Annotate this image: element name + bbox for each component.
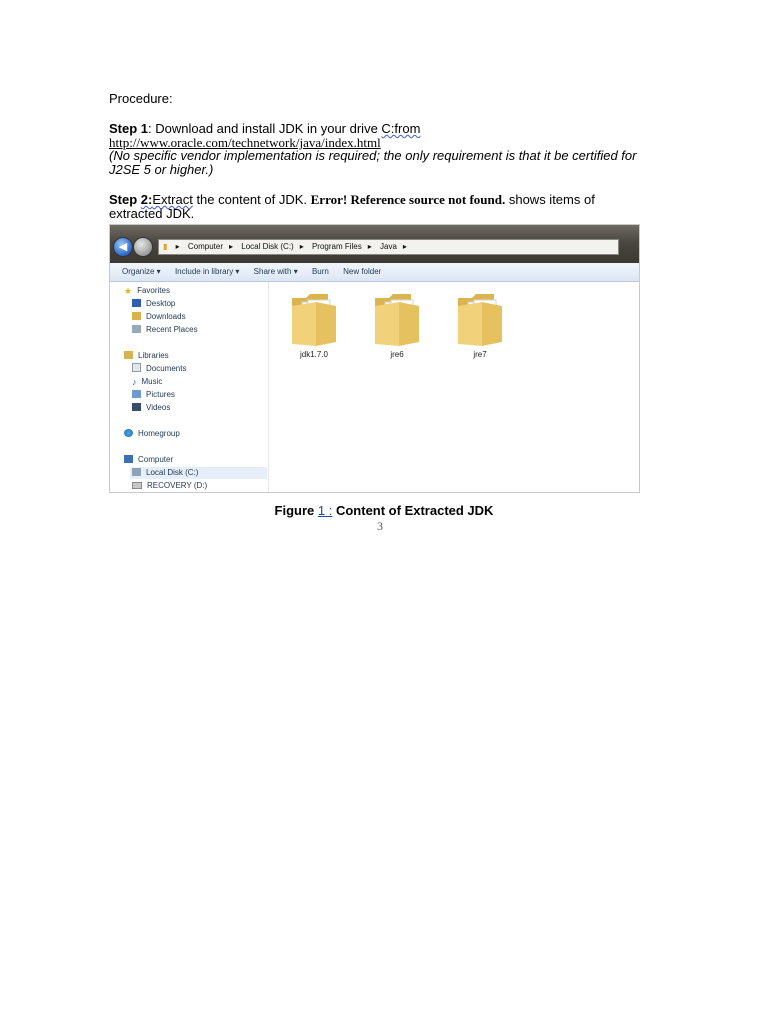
step2-paragraph	[109, 193, 649, 221]
breadcrumb-program-files[interactable]: Program Files	[311, 242, 362, 251]
explorer-screenshot	[109, 224, 640, 493]
caption-text: Content of Extracted JDK	[332, 503, 494, 518]
back-button[interactable]	[113, 237, 133, 257]
libraries-icon	[124, 351, 133, 359]
figure-caption	[0, 503, 768, 518]
folder-icon	[371, 290, 423, 348]
folder-jdk1-7-0[interactable]	[284, 290, 344, 360]
caption-number: 1 :	[317, 503, 333, 518]
breadcrumb-local-disk[interactable]: Local Disk (C:)	[241, 242, 294, 251]
burn-button[interactable]: Burn	[311, 267, 329, 276]
breadcrumb-java[interactable]: Java	[380, 242, 397, 251]
nav-videos[interactable]: Videos	[132, 402, 170, 414]
procedure-heading: Procedure:	[109, 91, 173, 106]
navigation-pane	[110, 282, 269, 492]
file-pane	[270, 282, 639, 492]
forward-button[interactable]	[133, 237, 153, 257]
nav-computer[interactable]: Computer	[124, 454, 173, 466]
page-number: 3	[377, 519, 383, 533]
nav-recent-places[interactable]: Recent Places	[132, 324, 198, 336]
caption-prefix: Figure	[274, 503, 318, 518]
step2-label: Step	[109, 192, 141, 207]
command-toolbar	[110, 263, 639, 282]
address-bar	[110, 225, 639, 263]
nav-favorites[interactable]: ★ Favorites	[124, 286, 170, 296]
nav-local-disk[interactable]: Local Disk (C:)	[130, 467, 267, 479]
folder-icon: ▮	[163, 242, 168, 251]
music-icon: ♪	[132, 377, 137, 387]
computer-icon	[124, 455, 133, 463]
folder-name: jre6	[390, 350, 404, 359]
step2-text1: the content of JDK.	[192, 192, 311, 207]
nav-downloads[interactable]: Downloads	[132, 311, 186, 323]
folder-name: jdk1.7.0	[299, 350, 329, 359]
new-folder-button[interactable]: New folder	[343, 267, 382, 276]
pictures-icon	[132, 390, 141, 398]
step1-note: (No specific vendor implementation is required; the only requirement is that it be certified for J2SE 5 or higher.)	[109, 148, 637, 177]
nav-pictures[interactable]: Pictures	[132, 389, 175, 401]
folder-icon	[454, 290, 506, 348]
folder-jre7[interactable]	[450, 290, 510, 360]
nav-desktop[interactable]: Desktop	[132, 298, 175, 310]
nav-recovery[interactable]: RECOVERY (D:)	[132, 480, 207, 492]
drive-icon	[132, 482, 142, 489]
step1-text: : Download and install JDK in your drive	[148, 121, 382, 136]
homegroup-icon	[124, 429, 133, 437]
downloads-icon	[132, 312, 141, 320]
desktop-icon	[132, 299, 141, 307]
folder-jre6[interactable]	[367, 290, 427, 360]
breadcrumb-computer[interactable]: Computer	[187, 242, 224, 251]
documents-icon	[132, 363, 141, 372]
folder-name: jre7	[473, 350, 487, 359]
nav-homegroup[interactable]: Homegroup	[124, 428, 180, 440]
step1-paragraph	[109, 122, 649, 136]
step2-num: 2:	[140, 192, 153, 207]
include-in-library-button[interactable]: Include in library ▾	[174, 267, 240, 276]
star-icon: ★	[124, 286, 133, 296]
nav-music[interactable]: ♪ Music	[132, 377, 163, 387]
nav-libraries[interactable]: Libraries	[124, 350, 169, 362]
step1-drive: C:from	[381, 121, 421, 136]
reference-error: Error! Reference source not found.	[310, 192, 506, 207]
local-disk-icon	[132, 468, 141, 476]
recent-places-icon	[132, 325, 141, 333]
step2-extract: Extract	[152, 192, 193, 207]
document-body	[109, 92, 649, 221]
organize-button[interactable]: Organize ▾	[122, 267, 161, 276]
step1-label: Step 1	[109, 121, 149, 136]
share-with-button[interactable]: Share with ▾	[253, 267, 298, 276]
breadcrumb[interactable]: ▮ ▸ Computer ▸ Local Disk (C:) ▸ Program Files ▸ Java ▸	[158, 239, 619, 255]
step2-text2: shows items of extracted JDK.	[109, 192, 595, 221]
folder-icon	[288, 290, 340, 348]
nav-documents[interactable]: Documents	[132, 363, 186, 375]
oracle-url-link[interactable]: http://www.oracle.com/technetwork/java/index.html	[109, 135, 381, 150]
videos-icon	[132, 403, 141, 411]
back-arrow-icon: ◀	[118, 241, 128, 253]
